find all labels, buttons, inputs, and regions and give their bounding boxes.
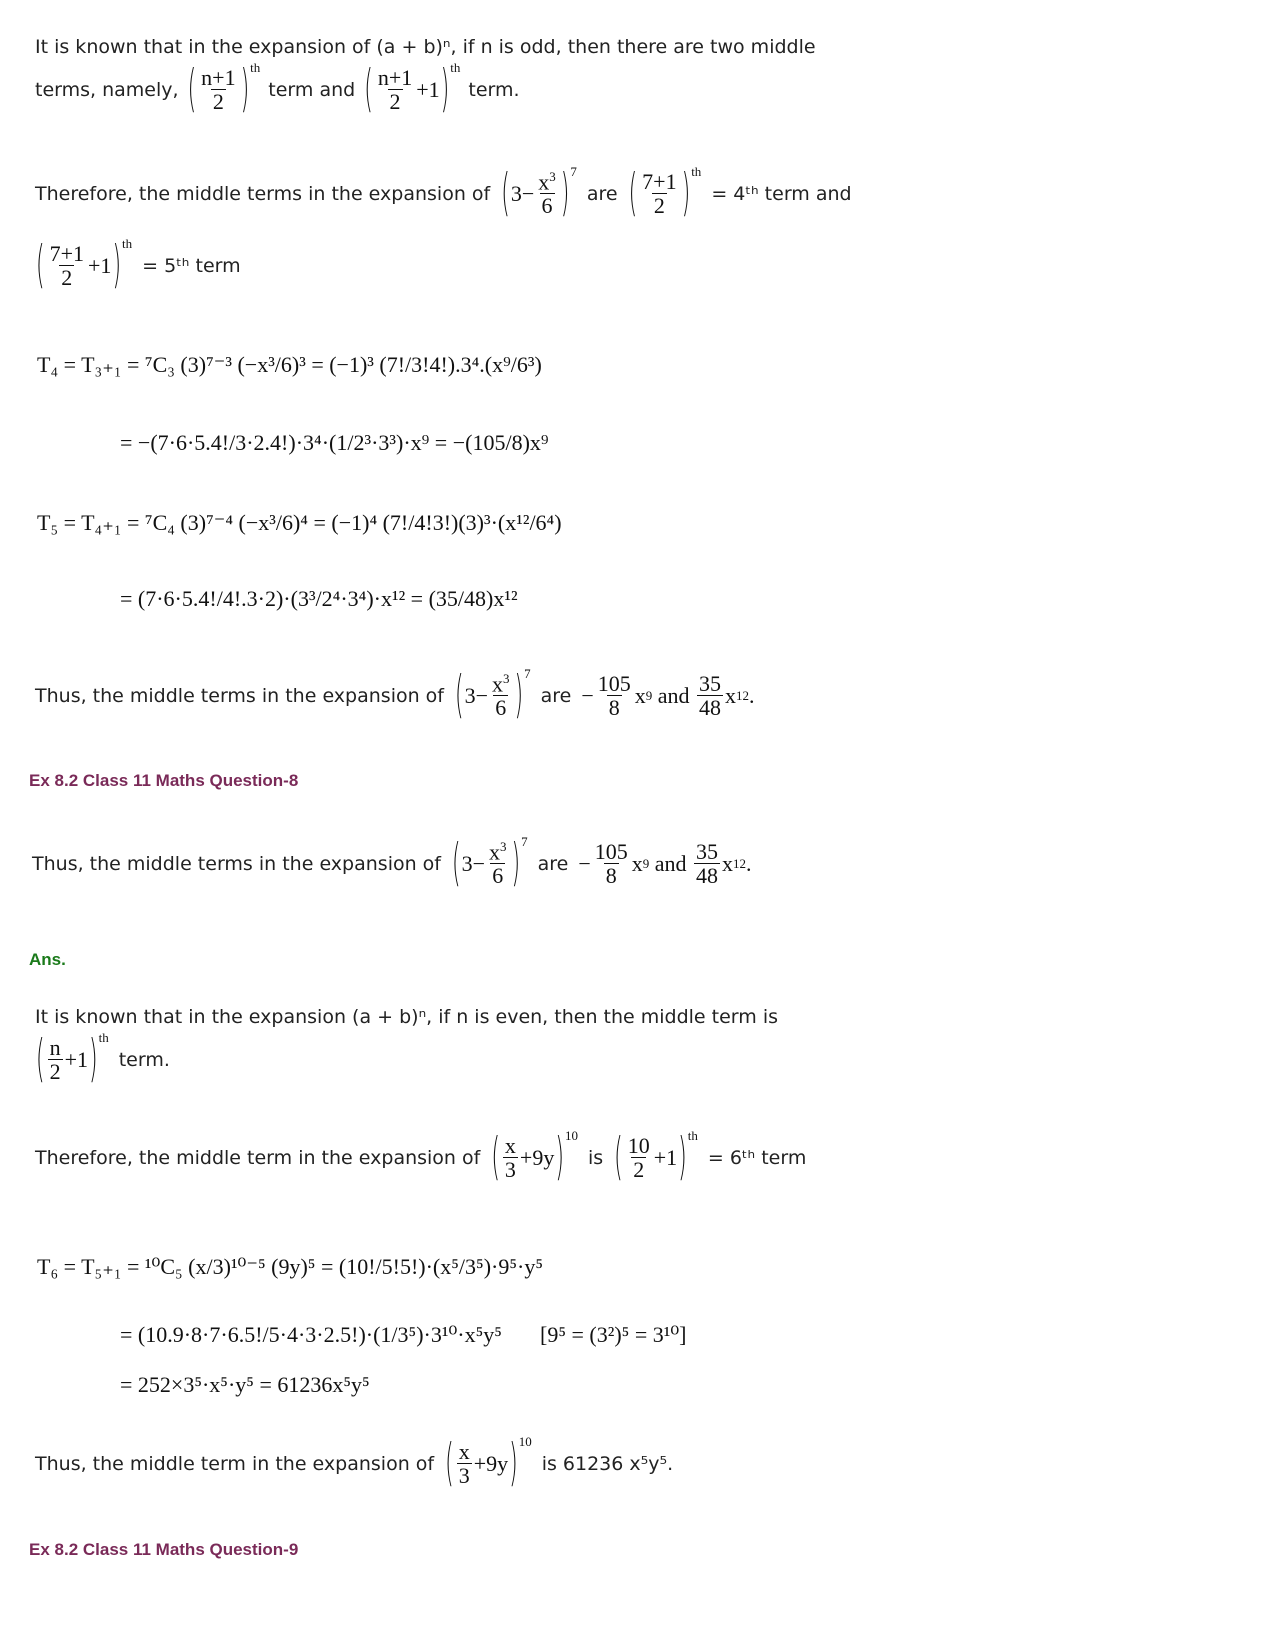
fifth-term-text: = 5ᵗʰ term: [142, 255, 241, 278]
thus-text: Thus, the middle terms in the expansion of: [35, 685, 444, 708]
answer-label: Ans.: [29, 950, 66, 969]
are-text: are: [586, 183, 618, 206]
expansion-expr: ( 3− $\frac{x^3}{6}$ ) $^7$: [501, 164, 577, 224]
answer-text: is 61236 x⁵y⁵.: [541, 1453, 674, 1476]
t4-equation-line1: T₄ = T₃₊₁ = ⁷C₃ (3)⁷⁻³ (−x³/6)³ = (−1)³ (7!/3!4!).3⁴.(x⁹/6³): [37, 352, 542, 377]
therefore-text: Therefore, the middle term in the expansion of: [35, 1147, 481, 1170]
power-note: [9⁵ = (3²)⁵ = 3¹⁰]: [540, 1322, 687, 1347]
term-and-text: term and: [268, 79, 356, 102]
n-plus-1-over-2-plus-1-expr: ( $\frac{n+1}{2}$ +1 ) $^{th}$: [364, 60, 461, 119]
ten-over-2-plus-1-expr: ( $\frac{10}{2}$ +1 ) $^{th}$: [614, 1128, 698, 1187]
question-8-heading[interactable]: Ex 8.2 Class 11 Maths Question-8: [29, 771, 299, 790]
thus-text: Thus, the middle terms in the expansion of: [32, 853, 441, 876]
n-over-2-plus-1-expr: ( $\frac{n}{2}$ +1 ) $^{th}$: [36, 1030, 109, 1089]
term-end-text: term.: [468, 79, 520, 102]
sixth-term-text: = 6ᵗʰ term: [707, 1147, 807, 1170]
therefore-middle-terms-line: [35, 164, 852, 224]
fifth-term-line: [35, 236, 241, 295]
t5-equation-line2: = (7·6·5.4!/4!.3·2)·(3³/2⁴·3⁴)·x¹² = (35/48)x¹²: [120, 586, 518, 611]
thus-middle-terms-line-1: [35, 666, 755, 726]
t6-equation-line2: = (10.9·8·7·6.5!/5·4·3·2.5!)·(1/3⁵)·3¹⁰·x⁵y⁵: [120, 1322, 502, 1347]
expansion-expr-2: ( $\frac{x}{3}$ +9y ) $^{10}$: [491, 1128, 578, 1187]
t6-equation-line3: = 252×3⁵·x⁵·y⁵ = 61236x⁵y⁵: [120, 1372, 370, 1397]
seven-plus-1-over-2-plus-1-expr: ( $\frac{7+1}{2}$ +1 ) $^{th}$: [36, 236, 133, 295]
expansion-expr: ( 3− $\frac{x^3}{6}$ ) $^7$: [455, 666, 531, 726]
are-text: are: [537, 853, 569, 876]
question-9-heading[interactable]: Ex 8.2 Class 11 Maths Question-9: [29, 1540, 299, 1559]
answer-expr: − $\frac{105}{8}$ x 9 and $\frac{35}{48}$ x 12 .: [581, 671, 755, 721]
and-text: and: [654, 851, 687, 877]
n-over-2-plus-1-line: [35, 1030, 170, 1089]
intro-odd-line: It is known that in the expansion of (a + b)ⁿ, if n is odd, then there are two middle: [35, 36, 816, 58]
answer-expr: − $\frac{105}{8}$ x 9 and $\frac{35}{48}$ x 12 .: [578, 839, 752, 889]
are-text: are: [540, 685, 572, 708]
intro-even-line: It is known that in the expansion (a + b)ⁿ, if n is even, then the middle term is: [35, 1006, 779, 1028]
t4-equation-line2: = −(7·6·5.4!/3·2.4!)·3⁴·(1/2³·3³)·x⁹ = −(105/8)x⁹: [120, 430, 549, 455]
thus-middle-term-line: [35, 1434, 674, 1493]
term-text: term.: [118, 1049, 170, 1072]
middle-terms-odd-line: [35, 60, 520, 119]
is-text: is: [587, 1147, 604, 1170]
n-plus-1-over-2-expr: ( $\frac{n+1}{2}$ ) $^{th}$: [187, 60, 261, 119]
expansion-expr-2: ( $\frac{x}{3}$ +9y ) $^{10}$: [445, 1434, 532, 1493]
therefore-text: Therefore, the middle terms in the expansion of: [35, 183, 491, 206]
and-text: and: [657, 683, 690, 709]
thus-middle-terms-line-2: [32, 834, 752, 894]
therefore-middle-term-line: [35, 1128, 807, 1187]
seven-plus-1-over-2-expr: ( $\frac{7+1}{2}$ ) $^{th}$: [628, 164, 702, 224]
thus-text: Thus, the middle term in the expansion of: [35, 1453, 435, 1476]
t5-equation-line1: T₅ = T₄₊₁ = ⁷C₄ (3)⁷⁻⁴ (−x³/6)⁴ = (−1)⁴ (7!/4!3!)(3)³·(x¹²/6⁴): [37, 510, 562, 535]
t6-equation-line1: T₆ = T₅₊₁ = ¹⁰C₅ (x/3)¹⁰⁻⁵ (9y)⁵ = (10!/5!5!)·(x⁵/3⁵)·9⁵·y⁵: [37, 1254, 544, 1279]
fourth-term-text: = 4ᵗʰ term and: [711, 183, 852, 206]
expansion-expr: ( 3− $\frac{x^3}{6}$ ) $^7$: [452, 834, 528, 894]
terms-namely-text: terms, namely,: [35, 79, 179, 102]
